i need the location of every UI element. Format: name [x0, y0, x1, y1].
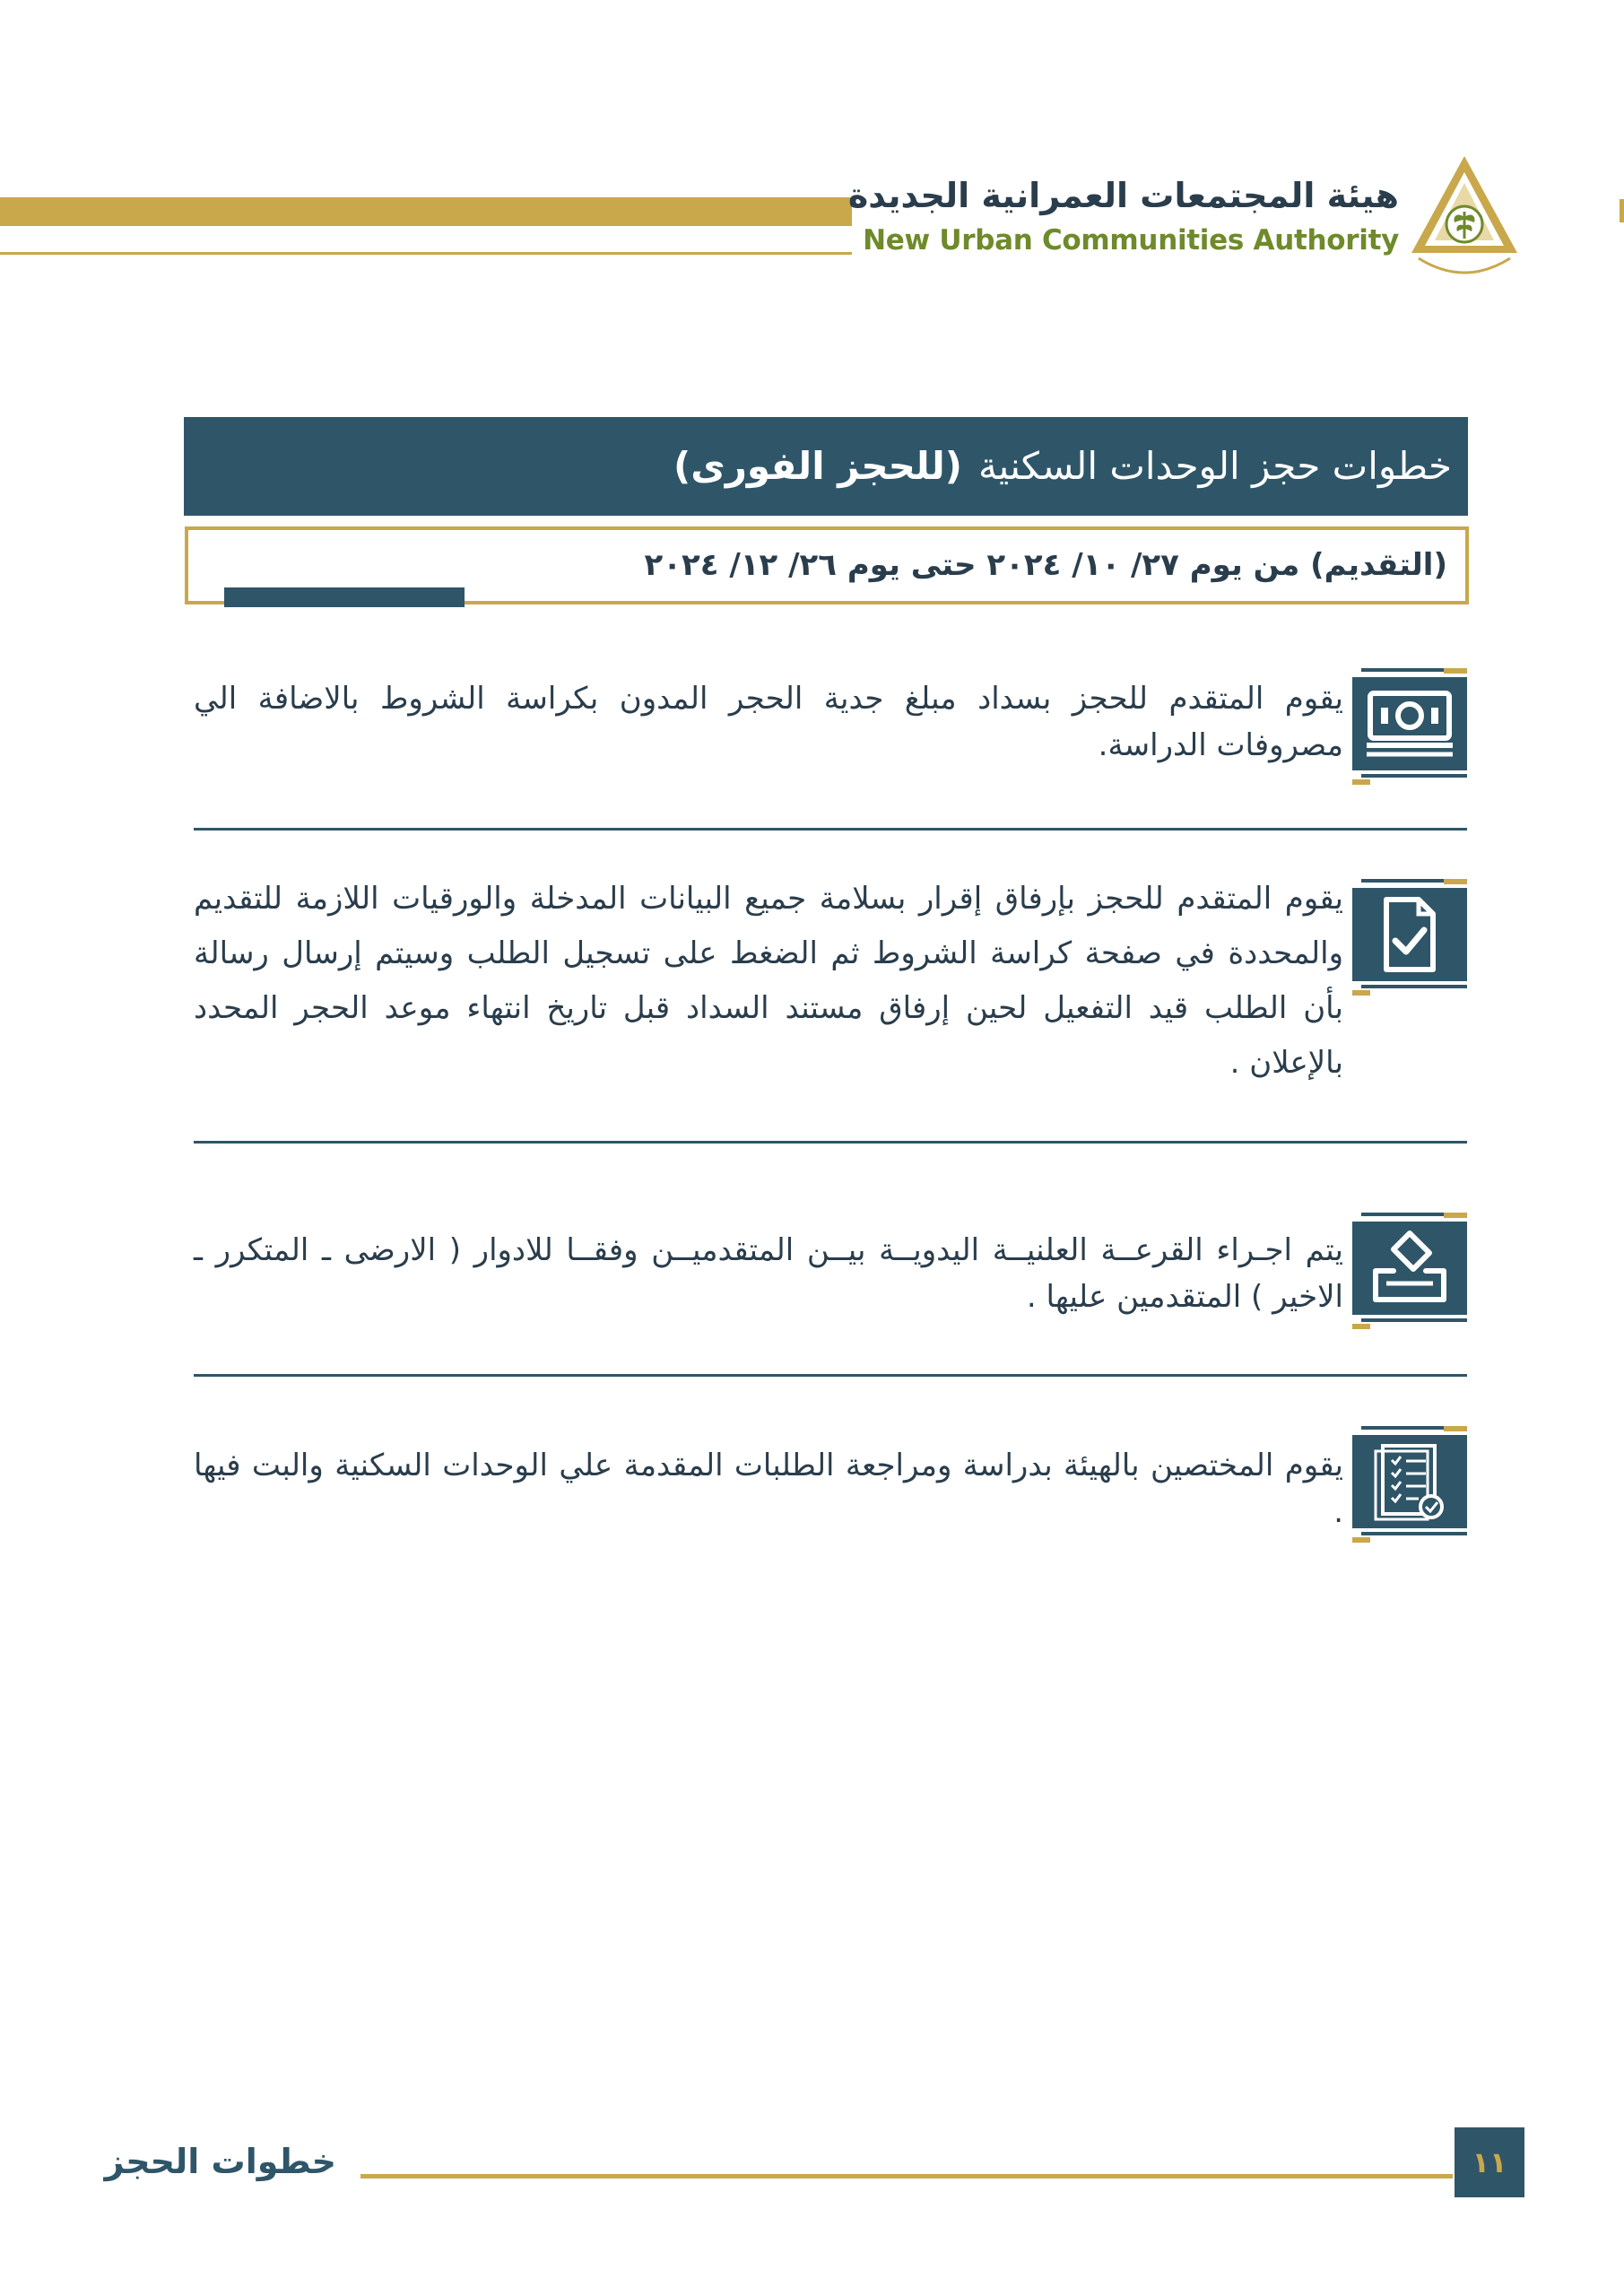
page-title-emphasis: (للحجز الفورى): [673, 444, 962, 488]
date-accent-bar: [224, 587, 465, 607]
org-name-english: New Urban Communities Authority: [863, 224, 1399, 257]
step-3-text: يتم اجـراء القرعــة العلنيــة اليدويــة بيــن المتقدميــن وفقــا للادوار ( الارضى ـ المتكرر ـ الاخير ) المتقدمين عليها .: [194, 1232, 1343, 1315]
footer-section-title: خطوات الحجز: [104, 2142, 336, 2181]
step-4-text: يقوم المختصين بالهيئة بدراسة ومراجعة الطلبات المقدمة علي الوحدات السكنية والبت فيها .: [194, 1448, 1343, 1530]
ballot-box-icon: [1352, 1222, 1467, 1315]
step-1-icon: [1352, 668, 1467, 785]
step-2-text: يقوم المتقدم للحجز بإرفاق إقرار بسلامة جميع البيانات المدخلة والورقيات اللازمة للتقديم والمحددة في صفحة كراسة الشروط ثم الضغط على تسجيل الطلب وسيتم إرسال رسالة بأن الطلب قيد التفعيل لحين إرفاق مستند السداد قبل تاريخ انتهاء موعد الحجر المحدد بالإعلان .: [194, 881, 1343, 1081]
money-icon: [1352, 677, 1467, 770]
page-title: [673, 417, 1452, 516]
checklist-icon: [1352, 1435, 1467, 1528]
step-3-icon: [1352, 1213, 1467, 1329]
step-divider-2: [194, 1141, 1467, 1144]
step-1-text: يقوم المتقدم للحجز بسداد مبلغ جدية الحجر المدون بكراسة الشروط بالاضافة الي مصروفات الدراسة.: [194, 681, 1343, 763]
page-title-main: خطوات حجز الوحدات السكنية: [978, 444, 1452, 488]
edge-marker: [1620, 199, 1624, 222]
document-check-icon: [1352, 888, 1467, 981]
org-name-arabic: هيئة المجتمعات العمرانية الجديدة: [847, 176, 1399, 215]
header-gold-line: [0, 252, 852, 255]
step-2-icon: [1352, 879, 1467, 996]
authority-logo: [1406, 152, 1523, 287]
page-title-bar: [184, 417, 1468, 516]
footer-gold-line: [360, 2174, 1453, 2179]
header-gold-bar: [0, 197, 852, 226]
step-divider-3: [194, 1374, 1467, 1377]
application-period: (التقديم) من يوم ٢٧/ ١٠/ ٢٠٢٤ حتى يوم ٢٦/ ١٢/ ٢٠٢٤: [644, 547, 1447, 583]
step-divider-1: [194, 828, 1467, 831]
page-number: ١١: [1455, 2127, 1524, 2197]
step-4-icon: [1352, 1426, 1467, 1543]
